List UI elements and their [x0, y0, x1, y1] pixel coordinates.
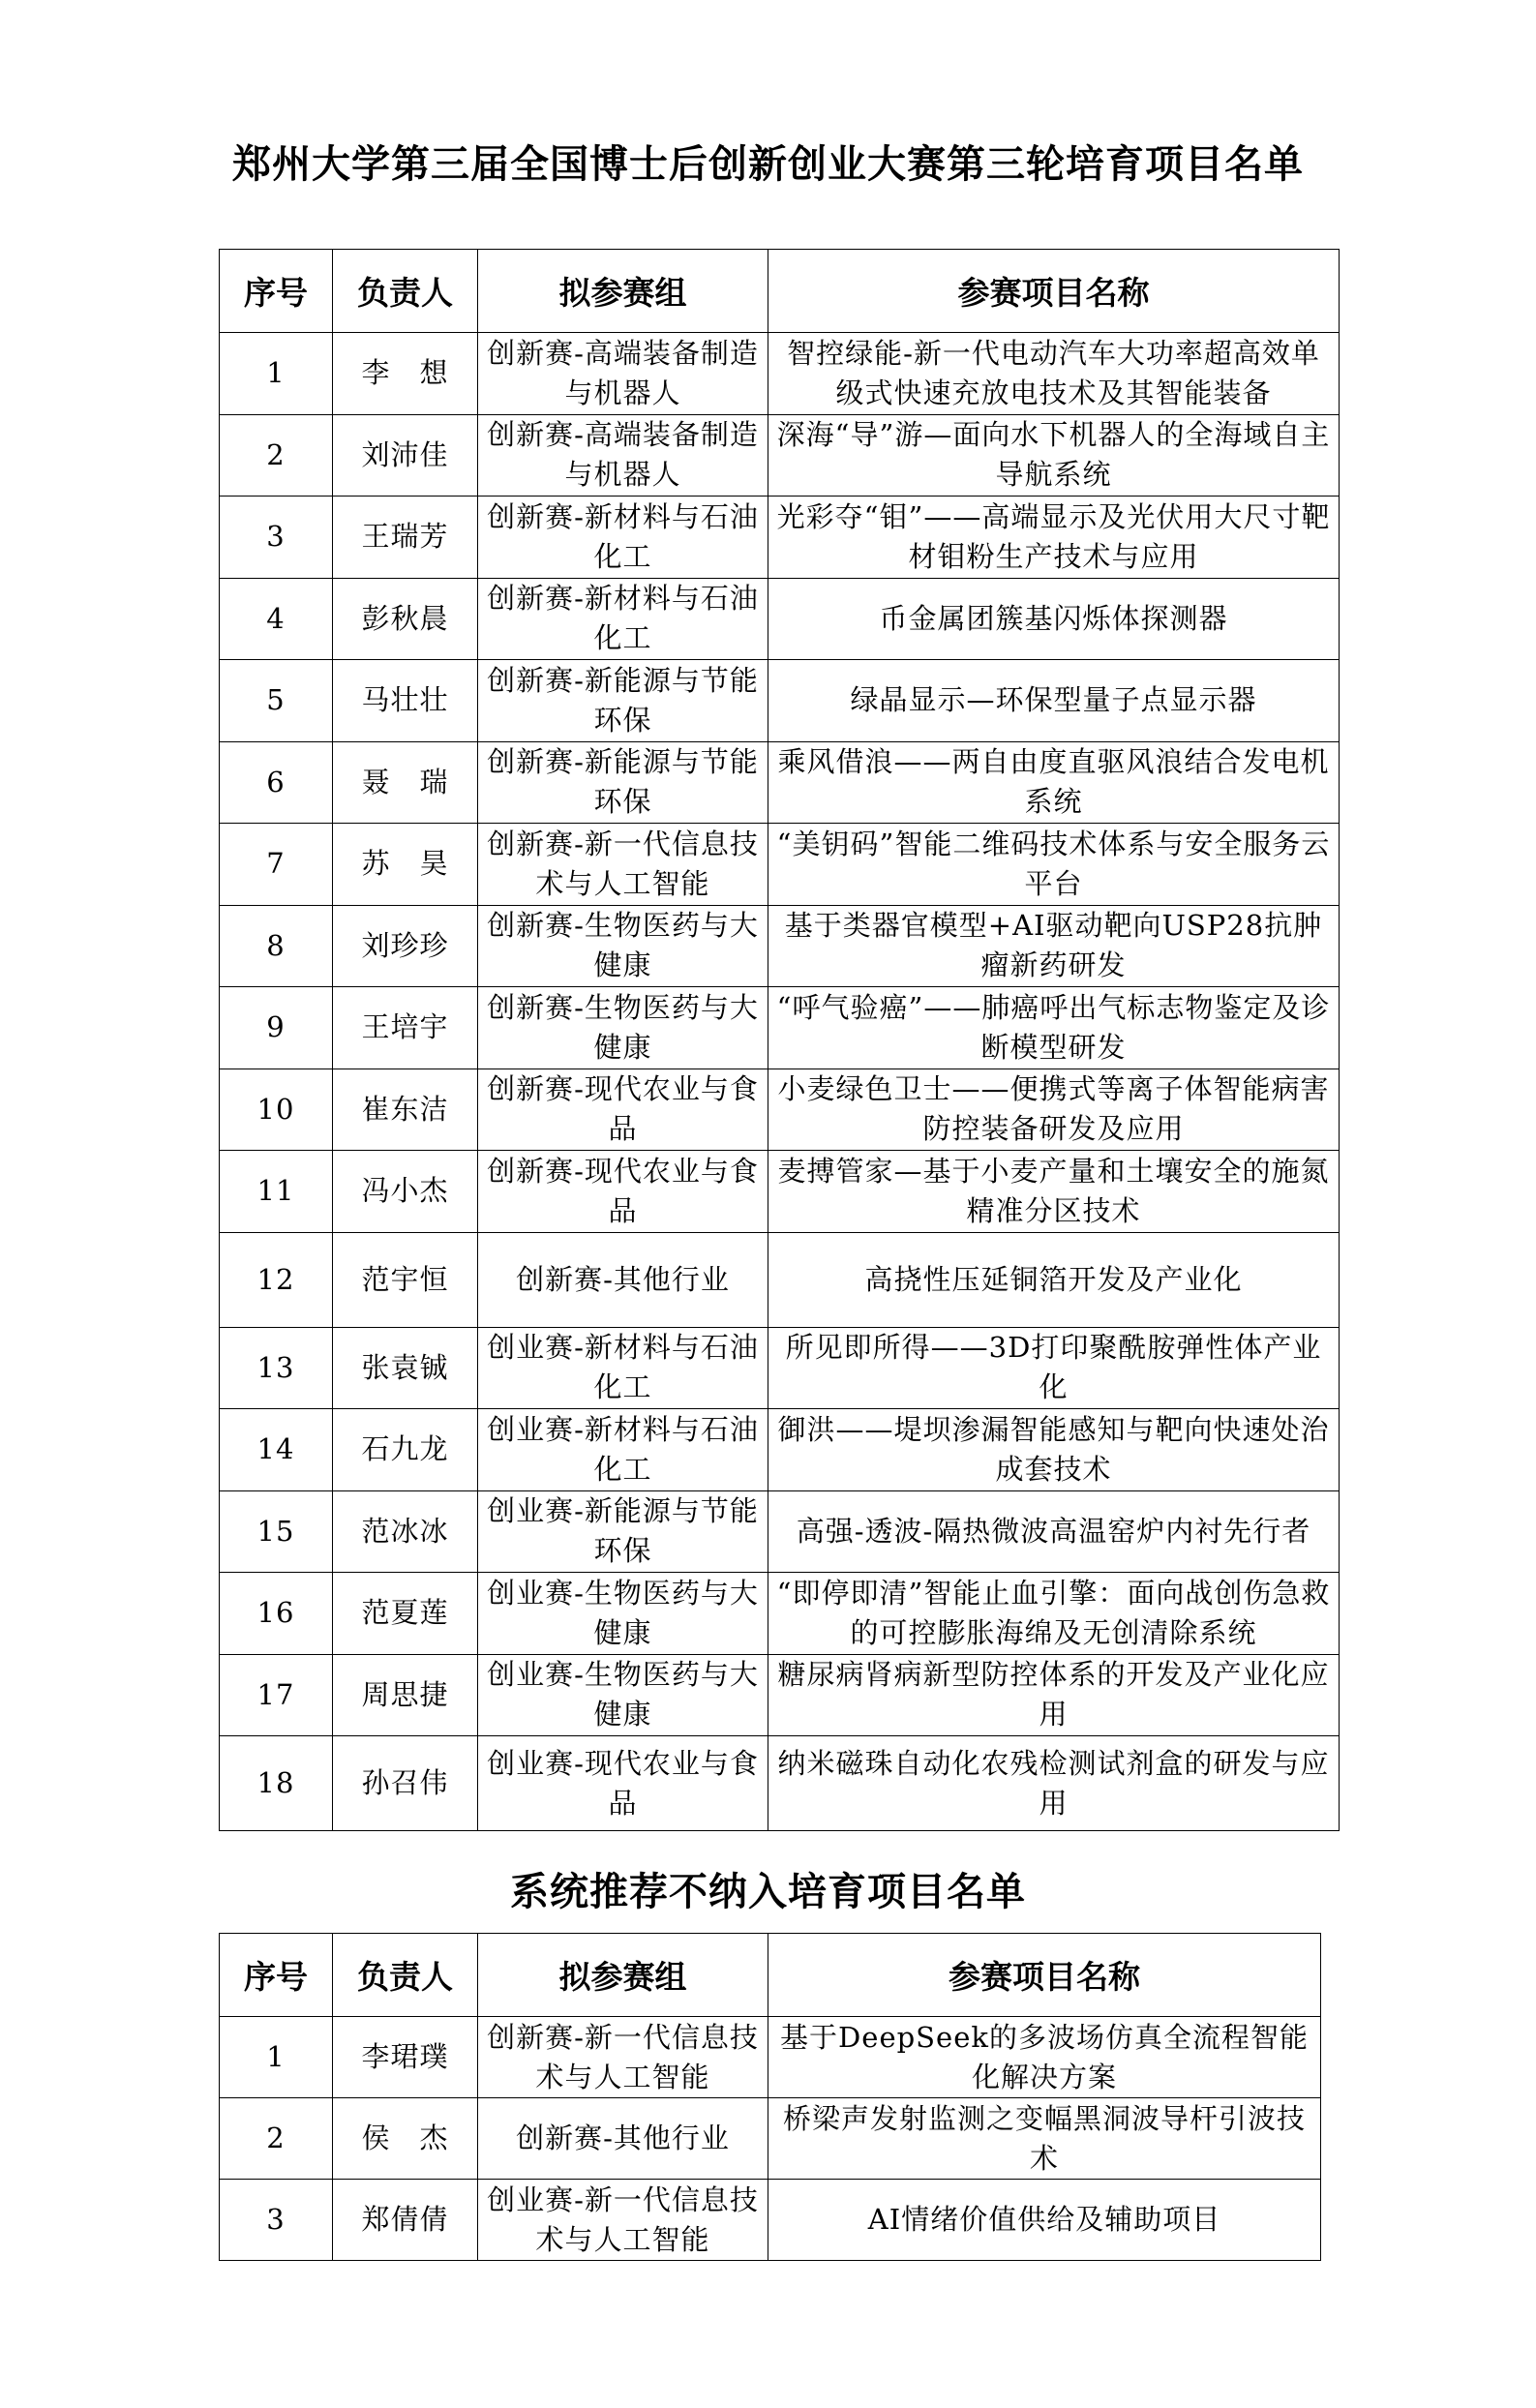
cultivation-project-table	[219, 249, 1340, 1831]
table-row	[220, 905, 1340, 987]
row-group: 创新赛-现代农业与食品	[478, 1151, 768, 1233]
row-project: 麦搏管家—基于小麦产量和土壤安全的施氮精准分区技术	[768, 1151, 1340, 1233]
row-project: 高强-透波-隔热微波高温窑炉内衬先行者	[768, 1490, 1340, 1573]
row-project: 纳米磁珠自动化农残检测试剂盒的研发与应用	[768, 1736, 1340, 1831]
table-row	[220, 2017, 1321, 2098]
row-group: 创业赛-现代农业与食品	[478, 1736, 768, 1831]
table-row	[220, 741, 1340, 824]
row-project: 币金属团簇基闪烁体探测器	[768, 578, 1340, 660]
row-lead: 范宇恒	[333, 1232, 478, 1327]
row-number: 2	[220, 414, 333, 497]
row-group: 创新赛-新一代信息技术与人工智能	[478, 2017, 768, 2098]
row-group: 创新赛-新一代信息技术与人工智能	[478, 824, 768, 906]
row-number: 3	[220, 2180, 333, 2261]
row-lead: 孙召伟	[333, 1736, 478, 1831]
table-row	[220, 1327, 1340, 1409]
section-title: 系统推荐不纳入培育项目名单	[510, 1869, 1026, 1914]
table-row	[220, 660, 1340, 742]
row-project: 基于类器官模型+AI驱动靶向USP28抗肿瘤新药研发	[768, 905, 1340, 987]
page-title: 郑州大学第三届全国博士后创新创业大赛第三轮培育项目名单	[232, 141, 1304, 187]
row-project: AI情绪价值供给及辅助项目	[768, 2180, 1321, 2261]
table-row	[220, 1069, 1340, 1151]
row-lead: 苏 昊	[333, 824, 478, 906]
row-number: 4	[220, 578, 333, 660]
table-body	[220, 2017, 1321, 2261]
row-group: 创业赛-生物医药与大健康	[478, 1573, 768, 1655]
table-row	[220, 2098, 1321, 2180]
row-group: 创新赛-高端装备制造与机器人	[478, 414, 768, 497]
row-lead: 周思捷	[333, 1654, 478, 1736]
row-number: 14	[220, 1409, 333, 1491]
excluded-project-table	[219, 1933, 1321, 2261]
row-number: 15	[220, 1490, 333, 1573]
row-number: 12	[220, 1232, 333, 1327]
row-project: 高挠性压延铜箔开发及产业化	[768, 1232, 1340, 1327]
header-group: 拟参赛组	[478, 1934, 768, 2017]
table-row	[220, 824, 1340, 906]
row-group: 创新赛-新材料与石油化工	[478, 578, 768, 660]
row-project: 基于DeepSeek的多波场仿真全流程智能化解决方案	[768, 2017, 1321, 2098]
table-row	[220, 1654, 1340, 1736]
header-num: 序号	[220, 1934, 333, 2017]
row-project: 深海“导”游—面向水下机器人的全海域自主导航系统	[768, 414, 1340, 497]
table-row	[220, 1409, 1340, 1491]
row-group: 创新赛-高端装备制造与机器人	[478, 333, 768, 415]
row-lead: 石九龙	[333, 1409, 478, 1491]
row-number: 7	[220, 824, 333, 906]
table-header-row	[220, 250, 1340, 333]
header-lead: 负责人	[333, 250, 478, 333]
row-project: 乘风借浪——两自由度直驱风浪结合发电机系统	[768, 741, 1340, 824]
row-group: 创业赛-新能源与节能环保	[478, 1490, 768, 1573]
row-group: 创新赛-生物医药与大健康	[478, 987, 768, 1069]
row-lead: 马壮壮	[333, 660, 478, 742]
table-row	[220, 2180, 1321, 2261]
row-number: 13	[220, 1327, 333, 1409]
row-group: 创业赛-新材料与石油化工	[478, 1409, 768, 1491]
row-lead: 张袁铖	[333, 1327, 478, 1409]
row-number: 16	[220, 1573, 333, 1655]
row-group: 创新赛-其他行业	[478, 2098, 768, 2180]
row-lead: 刘沛佳	[333, 414, 478, 497]
table-row	[220, 1573, 1340, 1655]
row-project: 所见即所得——3D打印聚酰胺弹性体产业化	[768, 1327, 1340, 1409]
row-project: 智控绿能-新一代电动汽车大功率超高效单级式快速充放电技术及其智能装备	[768, 333, 1340, 415]
row-lead: 王培宇	[333, 987, 478, 1069]
row-number: 11	[220, 1151, 333, 1233]
row-group: 创业赛-新材料与石油化工	[478, 1327, 768, 1409]
header-num: 序号	[220, 250, 333, 333]
row-group: 创新赛-生物医药与大健康	[478, 905, 768, 987]
row-lead: 郑倩倩	[333, 2180, 478, 2261]
row-lead: 冯小杰	[333, 1151, 478, 1233]
row-group: 创新赛-新能源与节能环保	[478, 741, 768, 824]
table-row	[220, 1490, 1340, 1573]
row-project: “美钥码”智能二维码技术体系与安全服务云平台	[768, 824, 1340, 906]
table-body	[220, 333, 1340, 1831]
row-lead: 李珺璞	[333, 2017, 478, 2098]
row-number: 1	[220, 333, 333, 415]
row-number: 18	[220, 1736, 333, 1831]
row-group: 创业赛-新一代信息技术与人工智能	[478, 2180, 768, 2261]
row-lead: 刘珍珍	[333, 905, 478, 987]
row-group: 创新赛-其他行业	[478, 1232, 768, 1327]
row-lead: 王瑞芳	[333, 497, 478, 579]
header-lead: 负责人	[333, 1934, 478, 2017]
row-project: “即停即清”智能止血引擎：面向战创伤急救的可控膨胀海绵及无创清除系统	[768, 1573, 1340, 1655]
row-group: 创新赛-新材料与石油化工	[478, 497, 768, 579]
table-row	[220, 1232, 1340, 1327]
table-row	[220, 1736, 1340, 1831]
row-project: 桥梁声发射监测之变幅黑洞波导杆引波技术	[768, 2098, 1321, 2180]
header-project: 参赛项目名称	[768, 1934, 1321, 2017]
row-lead: 崔东洁	[333, 1069, 478, 1151]
row-group: 创业赛-生物医药与大健康	[478, 1654, 768, 1736]
row-lead: 范冰冰	[333, 1490, 478, 1573]
row-number: 10	[220, 1069, 333, 1151]
row-number: 3	[220, 497, 333, 579]
row-number: 8	[220, 905, 333, 987]
row-lead: 范夏莲	[333, 1573, 478, 1655]
header-project: 参赛项目名称	[768, 250, 1340, 333]
row-lead: 侯 杰	[333, 2098, 478, 2180]
row-number: 9	[220, 987, 333, 1069]
row-number: 5	[220, 660, 333, 742]
row-lead: 聂 瑞	[333, 741, 478, 824]
table-row	[220, 333, 1340, 415]
table-row	[220, 987, 1340, 1069]
table-header-row	[220, 1934, 1321, 2017]
row-project: 小麦绿色卫士——便携式等离子体智能病害防控装备研发及应用	[768, 1069, 1340, 1151]
row-project: “呼气验癌”——肺癌呼出气标志物鉴定及诊断模型研发	[768, 987, 1340, 1069]
table-row	[220, 1151, 1340, 1233]
row-project: 糖尿病肾病新型防控体系的开发及产业化应用	[768, 1654, 1340, 1736]
row-number: 6	[220, 741, 333, 824]
table-row	[220, 497, 1340, 579]
row-number: 17	[220, 1654, 333, 1736]
row-project: 绿晶显示—环保型量子点显示器	[768, 660, 1340, 742]
row-project: 光彩夺“钼”——高端显示及光伏用大尺寸靶材钼粉生产技术与应用	[768, 497, 1340, 579]
row-number: 1	[220, 2017, 333, 2098]
table-row	[220, 414, 1340, 497]
row-group: 创新赛-现代农业与食品	[478, 1069, 768, 1151]
row-project: 御洪——堤坝渗漏智能感知与靶向快速处治成套技术	[768, 1409, 1340, 1491]
row-number: 2	[220, 2098, 333, 2180]
row-lead: 李 想	[333, 333, 478, 415]
header-group: 拟参赛组	[478, 250, 768, 333]
table-row	[220, 578, 1340, 660]
row-group: 创新赛-新能源与节能环保	[478, 660, 768, 742]
row-lead: 彭秋晨	[333, 578, 478, 660]
